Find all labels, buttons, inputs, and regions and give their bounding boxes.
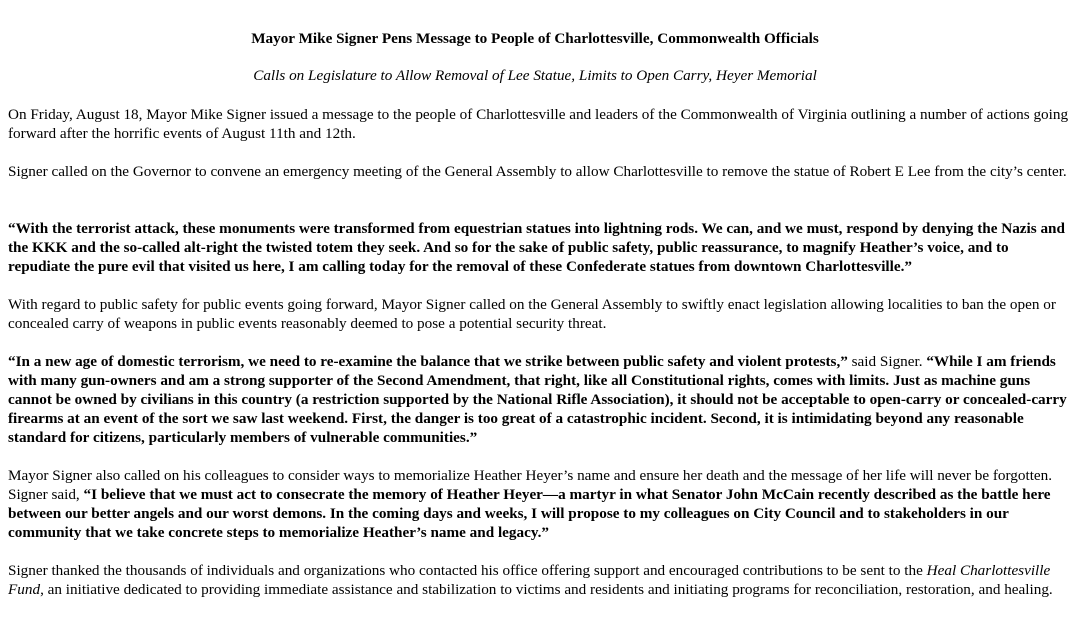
attribution-said-signer: said Signer. (847, 353, 927, 370)
paragraph-public-safety: With regard to public safety for public events going forward, Mayor Signer called on the General Assembly to swiftly enact legislation allowing localities to ban the open or concealed carry of weapons in public events reasonably deemed to pose a potential security threat. (8, 296, 1056, 332)
thanks-text-after: , an initiative dedicated to providing immediate assistance and stabilization to victims and residents and initiating programs for reconciliation, restoration, and healing. (40, 581, 1053, 598)
paragraph-open-carry-quote (8, 352, 1070, 447)
paragraph-thanks (8, 561, 1070, 599)
heal-charlottesville-fund-name: Heal Charlottesville Fund (8, 562, 1051, 598)
paragraph-intro: On Friday, August 18, Mayor Mike Signer issued a message to the people of Charlottesville and leaders of the Commonwealth of Virginia outlining a number of actions going forward after the horrific events of August 11th and 12th. (8, 106, 1069, 142)
quote-second-amendment: “While I am friends with many gun-owners and am a strong supporter of the Second Amendment, that right, like all Constitutional rights, comes with limits. Just as machine guns cannot be owned by civilians in this country (a restriction supported by the National Rifle Association), it should not be acceptable to open-carry or concealed-carry firearms at an event of the sort we saw last weekend. First, the danger is too great of a catastrophic incident. Second, it is intimidating beyond any reasonable standard for citizens, particularly members of vulnerable communities.” (8, 353, 1067, 446)
paragraph-statue-quote: “With the terrorist attack, these monuments were transformed from equestrian statues into lightning rods. We can, and we must, respond by denying the Nazis and the KKK and the so-called alt-right the twisted totem they seek. And so for the sake of public safety, public reassurance, to magnify Heather’s voice, and to repudiate the pure evil that visited us here, I am calling today for the removal of these Confederate statues from downtown Charlottesville.” (8, 220, 1065, 275)
thanks-text-before: Signer thanked the thousands of individuals and organizations who contacted his office offering support and encouraged contributions to be sent to the (8, 562, 927, 579)
quote-heyer-memorial: “I believe that we must act to consecrate the memory of Heather Heyer—a martyr in what Senator John McCain recently described as the battle here between our better angels and our worst demons. In the coming days and weeks, I will propose to my colleagues on City Council and to stakeholders in our community that we take concrete steps to memorialize Heather’s name and legacy.” (8, 486, 1051, 541)
paragraph-heyer-memorial (8, 466, 1070, 542)
memorial-intro-text: Mayor Signer also called on his colleagues to consider ways to memorialize Heather Heyer’s name and ensure her death and the message of her life will never be forgotten. Signer said, (8, 467, 1053, 503)
document-subtitle: Calls on Legislature to Allow Removal of Lee Statue, Limits to Open Carry, Heyer Memorial (253, 67, 817, 84)
paragraph-governor-call: Signer called on the Governor to convene an emergency meeting of the General Assembly to allow Charlottesville to remove the statue of Robert E Lee from the city’s center. (8, 163, 1067, 180)
document-title: Mayor Mike Signer Pens Message to People of Charlottesville, Commonwealth Officials (251, 30, 819, 47)
quote-domestic-terrorism: “In a new age of domestic terrorism, we need to re-examine the balance that we strike between public safety and violent protests,” (8, 353, 848, 370)
